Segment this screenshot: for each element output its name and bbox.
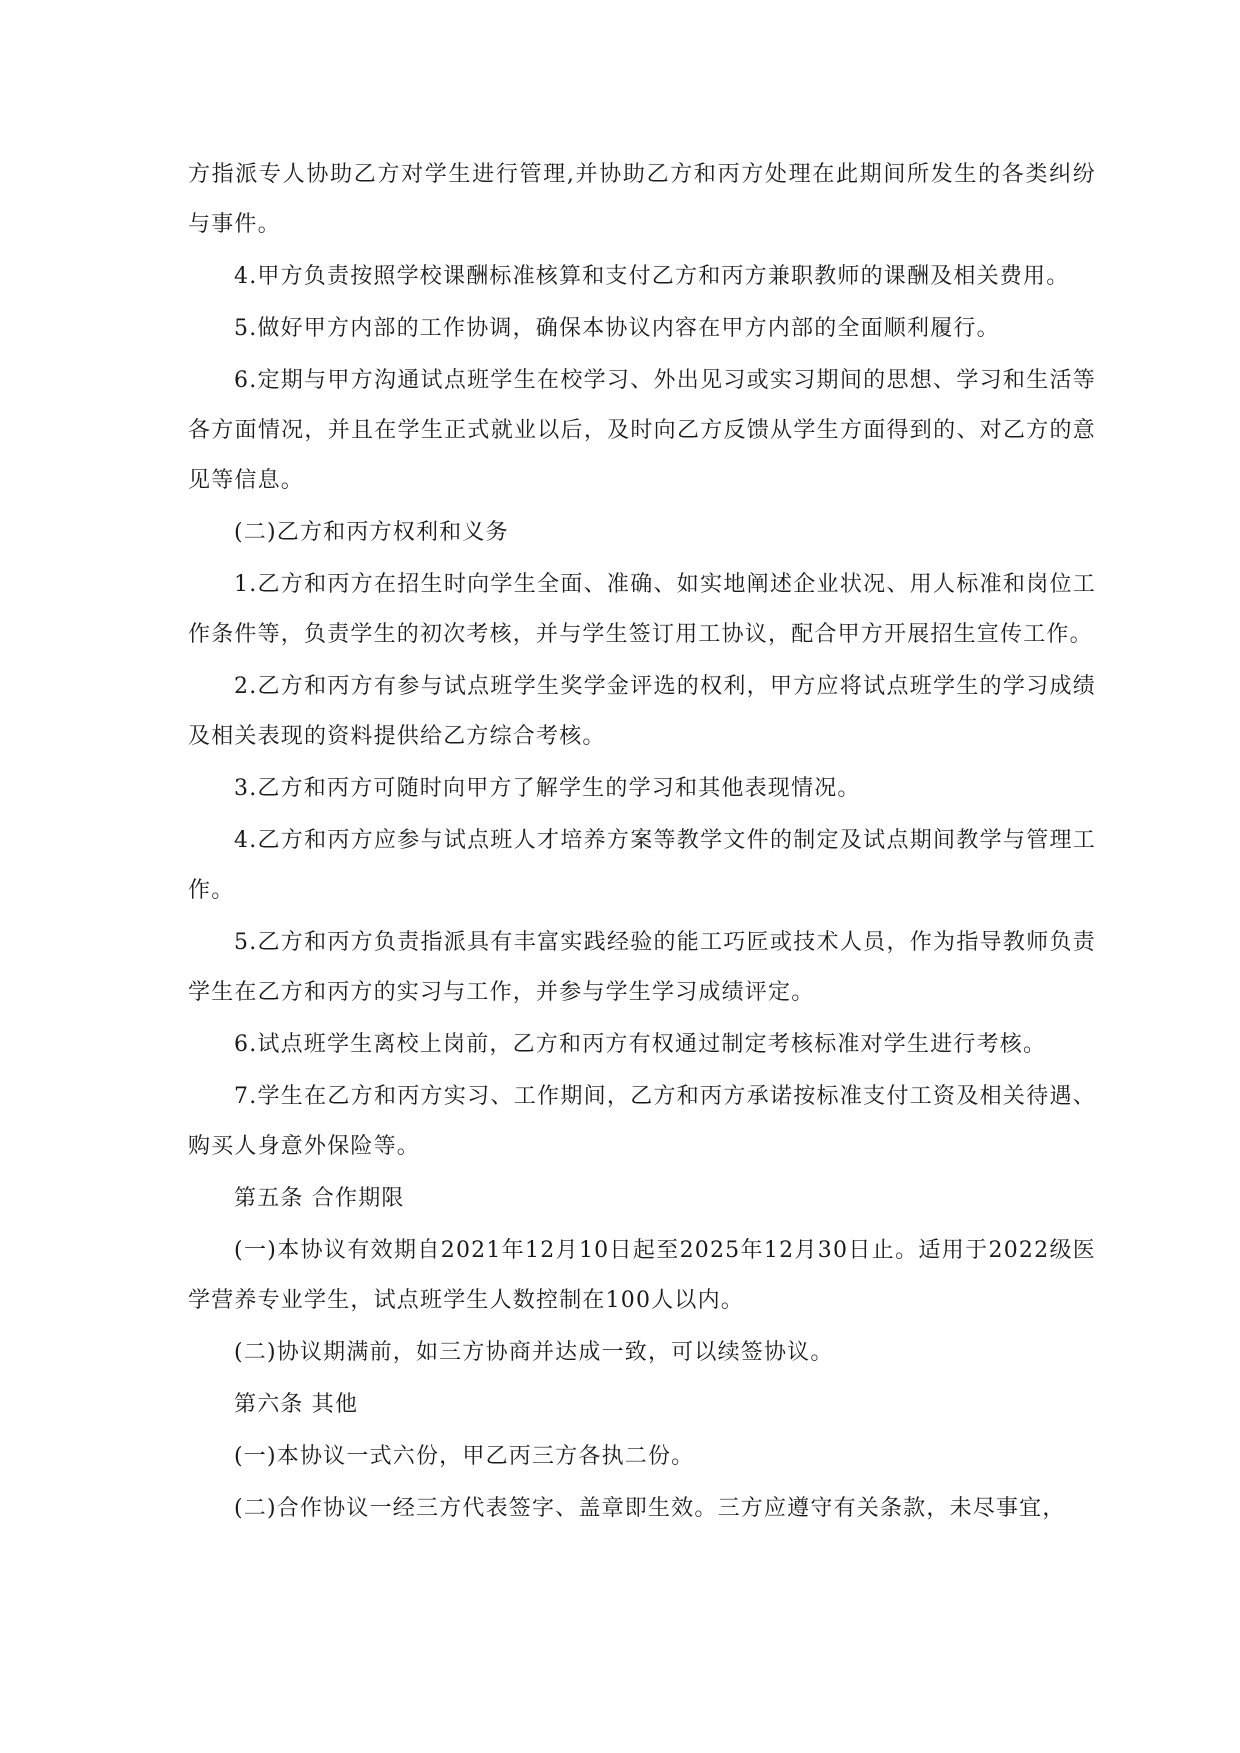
paragraph: 4.乙方和丙方应参与试点班人才培养方案等教学文件的制定及试点期间教学与管理工作。 [188, 828, 1096, 903]
paragraph: 6.试点班学生离校上岗前，乙方和丙方有权通过制定考核标准对学生进行考核。 [234, 1032, 1047, 1057]
paragraph: 1.乙方和丙方在招生时向学生全面、准确、如实地阐述企业状况、用人标准和岗位工作条件等，负责学生的初次考核，并与学生签订用工协议，配合甲方开展招生宣传工作。 [188, 572, 1096, 647]
paragraph: 2.乙方和丙方有参与试点班学生奖学金评选的权利，甲方应将试点班学生的学习成绩及相关表现的资料提供给乙方综合考核。 [188, 674, 1096, 749]
paragraph: 3.乙方和丙方可随时向甲方了解学生的学习和其他表现情况。 [234, 776, 861, 801]
paragraph: 方指派专人协助乙方对学生进行管理,并协助乙方和丙方处理在此期间所发生的各类纠纷与事件。 [188, 162, 1096, 237]
section-heading: (二)乙方和丙方权利和义务 [234, 520, 509, 545]
paragraph: 5.乙方和丙方负责指派具有丰富实践经验的能工巧匠或技术人员，作为指导教师负责学生在乙方和丙方的实习与工作，并参与学生学习成绩评定。 [188, 930, 1096, 1005]
article-heading: 第五条 合作期限 [234, 1186, 405, 1211]
paragraph: 6.定期与甲方沟通试点班学生在校学习、外出见习或实习期间的思想、学习和生活等各方面情况，并且在学生正式就业以后，及时向乙方反馈从学生方面得到的、对乙方的意见等信息。 [188, 368, 1096, 493]
paragraph: 5.做好甲方内部的工作协调，确保本协议内容在甲方内部的全面顺利履行。 [234, 316, 1000, 341]
paragraph: (一)本协议有效期自2021年12月10日起至2025年12月30日止。适用于2022级医学营养专业学生，试点班学生人数控制在100人以内。 [188, 1238, 1096, 1313]
paragraph: (一)本协议一式六份，甲乙丙三方各执二份。 [234, 1444, 695, 1469]
paragraph: 4.甲方负责按照学校课酬标准核算和支付乙方和丙方兼职教师的课酬及相关费用。 [234, 264, 1070, 289]
paragraph: (二)协议期满前，如三方协商并达成一致，可以续签协议。 [234, 1340, 834, 1365]
article-heading: 第六条 其他 [234, 1392, 359, 1417]
document-body [188, 150, 1096, 1536]
paragraph: (二)合作协议一经三方代表签字、盖章即生效。三方应遵守有关条款，未尽事宜， [234, 1496, 1066, 1521]
paragraph: 7.学生在乙方和丙方实习、工作期间，乙方和丙方承诺按标准支付工资及相关待遇、购买人身意外保险等。 [188, 1084, 1096, 1159]
